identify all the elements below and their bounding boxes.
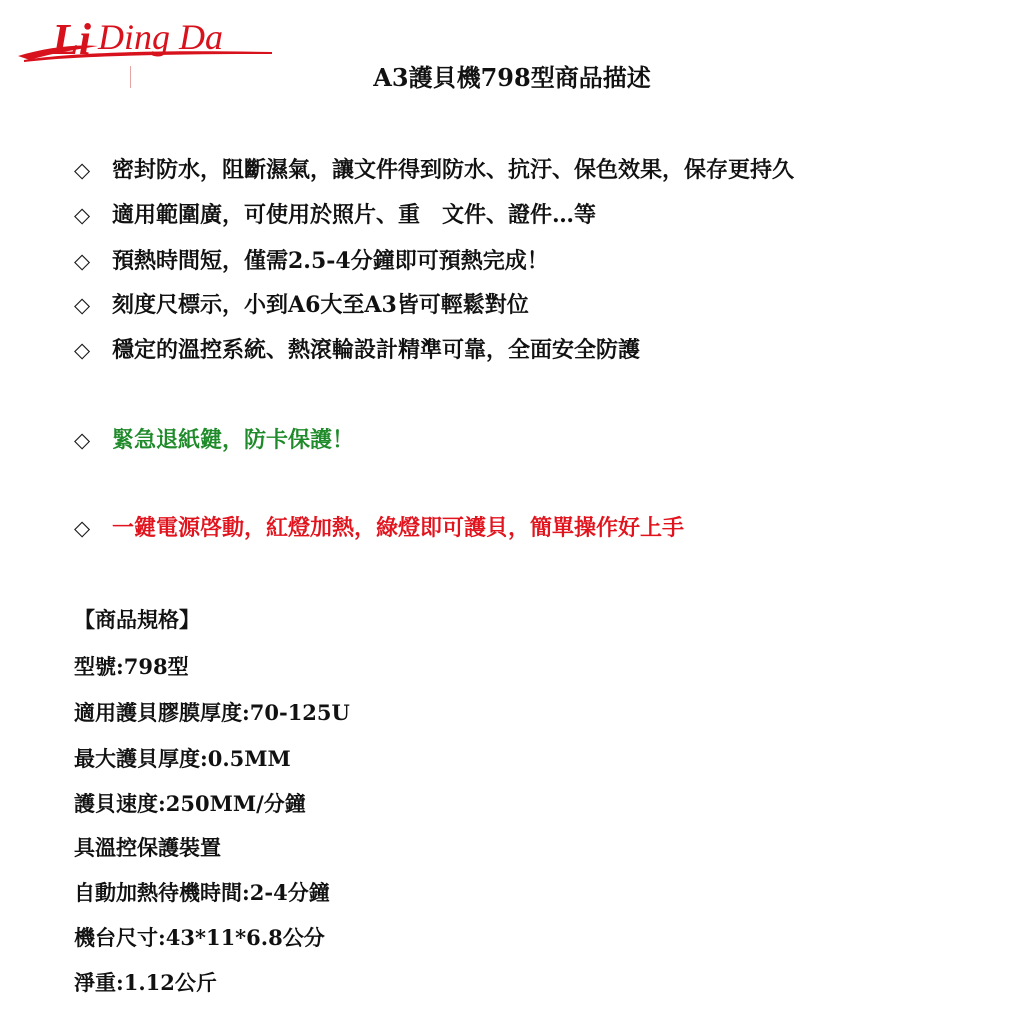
feature-item-highlight-red [74, 508, 684, 548]
feature-item [74, 330, 640, 370]
feature-text: 刻度尺標示，小到A6大至A3皆可輕鬆對位 [112, 292, 529, 318]
spec-line: 淨重:1.12公斤 [74, 970, 217, 995]
diamond-outline-icon: ◇ [74, 338, 91, 362]
feature-text: 穩定的溫控系統、熱滾輪設計精準可靠，全面安全防護 [112, 337, 641, 363]
logo-mark-text: Li [52, 15, 92, 64]
feature-text: 密封防水，阻斷濕氣，讓文件得到防水、抗汙、保色效果，保存更持久 [112, 157, 795, 183]
diamond-outline-icon: ◇ [74, 428, 91, 452]
feature-item [74, 241, 549, 281]
page-title: A3護貝機798型商品描述 [373, 63, 651, 92]
spec-line: 最大護貝厚度:0.5MM [74, 746, 291, 771]
logo-text: Ding Da [98, 17, 223, 57]
feature-item [74, 150, 794, 190]
feature-text: 預熱時間短，僅需2.5-4分鐘即可預熱完成！ [112, 248, 549, 274]
spec-line: 型號:798型 [74, 654, 189, 679]
diamond-outline-icon: ◇ [74, 516, 91, 540]
spec-line: 機台尺寸:43*11*6.8公分 [74, 925, 325, 950]
diamond-outline-icon: ◇ [74, 249, 91, 273]
feature-text: 一鍵電源啓動，紅燈加熱，綠燈即可護貝，簡單操作好上手 [112, 515, 685, 541]
spec-line: 自動加熱待機時間:2-4分鐘 [74, 880, 330, 905]
spec-line: 具溫控保護裝置 [74, 835, 221, 860]
diamond-outline-icon: ◇ [74, 293, 91, 317]
feature-text: 適用範圍廣，可使用於照片、重 文件、證件…等 [112, 202, 597, 228]
feature-item [74, 195, 596, 235]
diamond-outline-icon: ◇ [74, 158, 91, 182]
spec-line: 護貝速度:250MM/分鐘 [74, 791, 306, 816]
spec-line: 適用護貝膠膜厚度:70-125U [74, 700, 350, 725]
feature-text: 緊急退紙鍵，防卡保護！ [112, 427, 355, 453]
diamond-outline-icon: ◇ [74, 203, 91, 227]
spec-heading: 【商品規格】 [74, 607, 200, 632]
feature-item-highlight-green [74, 420, 354, 460]
feature-item [74, 285, 529, 325]
